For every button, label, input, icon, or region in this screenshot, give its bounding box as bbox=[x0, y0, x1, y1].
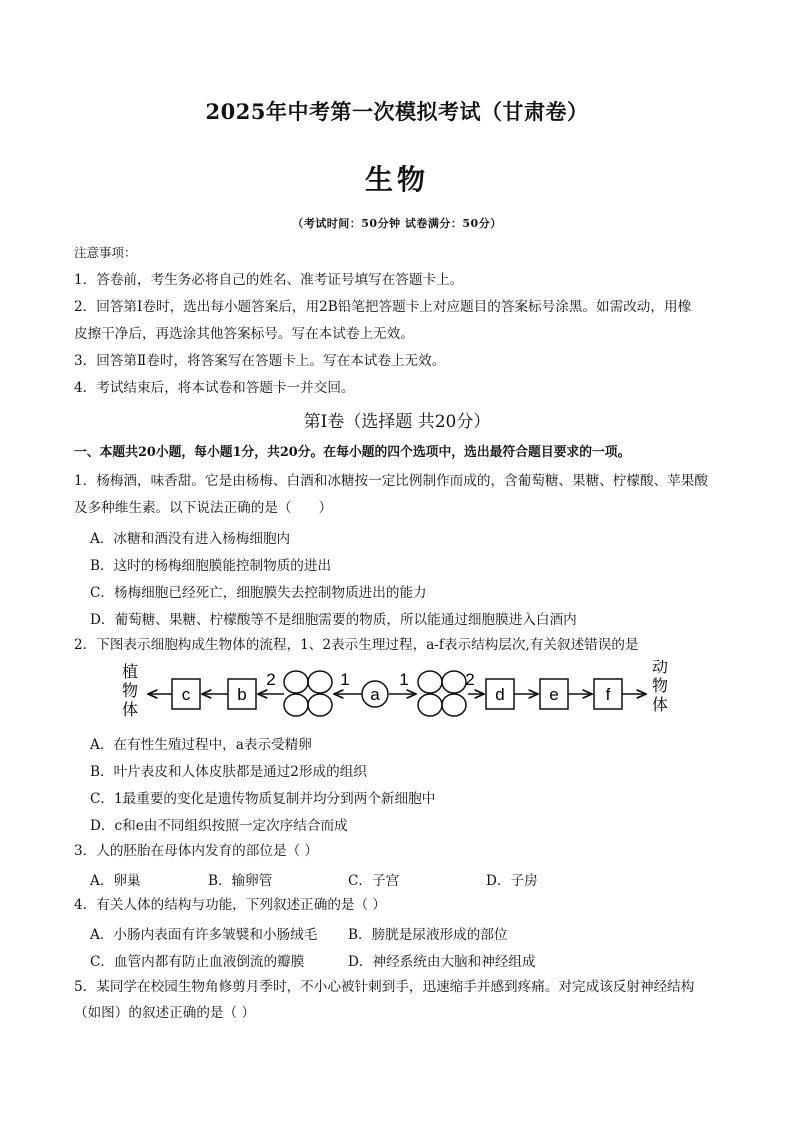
exam-title: 2025年中考第一次模拟考试（甘肃卷） bbox=[205, 99, 589, 124]
box-d-label: d bbox=[495, 685, 505, 704]
question-3-option: A．卵巢 bbox=[90, 873, 141, 889]
box-b-label: b bbox=[237, 685, 247, 704]
process-2-right: 2 bbox=[465, 670, 475, 689]
question-4-option: B．膀胱是尿液形成的部位 bbox=[348, 927, 508, 943]
process-2-left: 2 bbox=[266, 670, 276, 689]
question-1-stem: 及多种维生素。以下说法正确的是（ ） bbox=[74, 500, 333, 516]
animal-label: 体 bbox=[651, 697, 669, 714]
question-4-stem: 4．有关人体的结构与功能，下列叙述正确的是（ ） bbox=[74, 897, 387, 913]
note-item: 皮擦干净后，再选涂其他答案标号。写在本试卷上无效。 bbox=[74, 326, 414, 342]
note-item: 1．答卷前，考生务必将自己的姓名、准考证号填写在答题卡上。 bbox=[74, 272, 464, 288]
question-5-stem: 5．某同学在校园生物角修剪月季时，不小心被针刺到手，迅速缩手并感到疼痛。对完成该反射神经结构 bbox=[74, 979, 695, 995]
exam-info: （考试时间：50分钟 试卷满分：50分） bbox=[292, 217, 502, 230]
box-f-label: f bbox=[605, 685, 611, 704]
section-title: 第Ⅰ卷（选择题 共20分） bbox=[303, 412, 491, 432]
note-item: 2．回答第Ⅰ卷时，选出每小题答案后，用2B铅笔把答题卡上对应题目的答案标号涂黑。如需改动，用橡 bbox=[74, 299, 692, 315]
animal-label: 物 bbox=[651, 678, 669, 695]
question-2-option: C．1最重要的变化是遗传物质复制并均分到两个新细胞中 bbox=[90, 791, 436, 807]
question-2-stem: 2．下图表示细胞构成生物体的流程，1、2表示生理过程，a-f表示结构层次,有关叙述错误的是 bbox=[74, 637, 639, 653]
note-item: 4．考试结束后，将本试卷和答题卡一并交回。 bbox=[74, 380, 355, 396]
question-3-option: C．子宫 bbox=[348, 873, 400, 889]
process-1-right: 1 bbox=[399, 670, 409, 689]
box-c-label: c bbox=[181, 685, 191, 704]
question-3-stem: 3．人的胚胎在母体内发育的部位是（ ） bbox=[74, 843, 319, 859]
question-2-option: A．在有性生殖过程中，a表示受精卵 bbox=[90, 737, 312, 753]
section-instruction: 一、本题共20小题，每小题1分，共20分。在每小题的四个选项中，选出最符合题目要求的一项。 bbox=[74, 445, 631, 460]
question-4-option: A．小肠内表面有许多皱襞和小肠绒毛 bbox=[90, 927, 318, 943]
plant-label: 物 bbox=[121, 683, 139, 700]
question-1-option: B．这时的杨梅细胞膜能控制物质的进出 bbox=[90, 558, 332, 574]
plant-label: 植 bbox=[121, 664, 139, 681]
four-cells-right bbox=[418, 671, 466, 716]
note-item: 3．回答第Ⅱ卷时，将答案写在答题卡上。写在本试卷上无效。 bbox=[74, 353, 446, 369]
question-4-option: D．神经系统由大脑和神经组成 bbox=[348, 954, 536, 970]
question-5-stem: （如图）的叙述正确的是（ ） bbox=[74, 1005, 256, 1021]
cell-organization-diagram bbox=[116, 660, 676, 720]
question-2-option: D．c和e由不同组织按照一定次序结合而成 bbox=[90, 818, 348, 834]
box-e-label: e bbox=[549, 685, 559, 704]
question-3-option: B．输卵管 bbox=[208, 873, 273, 889]
question-1-option: D．葡萄糖、果糖、柠檬酸等不是细胞需要的物质，所以能通过细胞膜进入白酒内 bbox=[90, 612, 577, 628]
notes-heading: 注意事项： bbox=[74, 245, 137, 260]
plant-label: 体 bbox=[121, 702, 139, 719]
question-4-option: C．血管内都有防止血液倒流的瓣膜 bbox=[90, 954, 305, 970]
question-1-stem: 1．杨梅酒，味香甜。它是由杨梅、白酒和冰糖按一定比例制作而成的，含葡萄糖、果糖、柠檬酸、苹果酸 bbox=[74, 473, 708, 489]
four-cells-left bbox=[284, 671, 332, 716]
process-1-left: 1 bbox=[340, 670, 350, 689]
question-3-option: D．子房 bbox=[486, 873, 538, 889]
animal-label: 动 bbox=[651, 660, 669, 676]
question-1-option: C．杨梅细胞已经死亡，细胞膜失去控制物质进出的能力 bbox=[90, 585, 427, 601]
subject-title: 生物 bbox=[364, 163, 429, 196]
question-2-option: B．叶片表皮和人体皮肤都是通过2形成的组织 bbox=[90, 764, 367, 780]
cell-a-label: a bbox=[370, 685, 380, 704]
question-1-option: A．冰糖和酒没有进入杨梅细胞内 bbox=[90, 531, 291, 547]
